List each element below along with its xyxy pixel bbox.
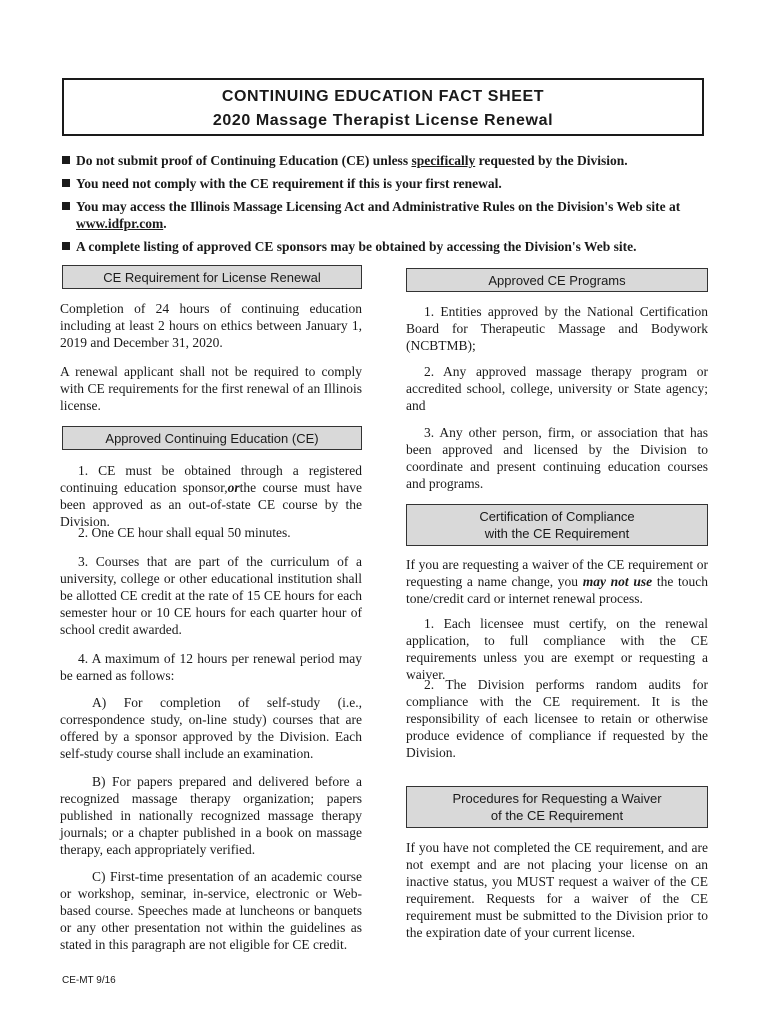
square-bullet-icon [62,242,70,250]
paragraph: 1. CE must be obtained through a registered continuing education sponsor,orthe course must have been approved as an out-of-state CE course by the Division. [60,463,362,529]
paragraph: A renewal applicant shall not be required to comply with CE requirements for the first renewal of an Illinois license. [60,364,362,413]
square-bullet-icon [62,202,70,210]
paragraph: 1. Entities approved by the National Certification Board for Therapeutic Massage and Bodywork (NCBTMB); [406,304,708,353]
page-subtitle: 2020 Massage Therapist License Renewal [212,112,554,129]
paragraph: 1. Each licensee must certify, on the renewal application, to full compliance with the CE requirements unless you are exempt or requesting a waiver. [406,616,708,682]
paragraph: 3. Any other person, firm, or association that has been approved and licensed by the Division to coordinate and present continuing education courses and programs. [406,425,708,491]
square-bullet-icon [62,179,70,187]
list-item: A complete listing of approved CE sponsors may be obtained by accessing the Division's Web site. [62,238,712,255]
paragraph: 3. Courses that are part of the curriculum of a university, college or other educational institution shall be allotted CE credit at the rate of 15 CE hours for each semester hour or 10 CE hours for each quarter hour of school credit awarded. [60,554,362,637]
section-header-waiver: Procedures for Requesting a Waiver of the CE Requirement [406,786,708,828]
section-header-approved-programs: Approved CE Programs [406,268,708,292]
website-link[interactable]: www.idfpr.com [76,216,164,231]
paragraph: C) First-time presentation of an academic course or workshop, seminar, in-service, electronic or Web-based course. Speeches made at luncheons or banquets or any other presentation not within the guidelines as stated in this paragraph are not eligible for CE credit. [60,869,362,952]
section-header-approved-ce: Approved Continuing Education (CE) [62,426,362,450]
emphasis: specifically [411,153,476,168]
section-header-certification: Certification of Compliance with the CE Requirement [406,504,708,546]
title-box [62,78,704,136]
notice-list [62,152,712,261]
paragraph: If you are requesting a waiver of the CE requirement or requesting a name change, you may not use the touch tone/credit card or internet renewal process. [406,557,708,606]
paragraph: Completion of 24 hours of continuing education including at least 2 hours on ethics between January 1, 2019 and December 31, 2020. [60,301,362,350]
paragraph: 2. One CE hour shall equal 50 minutes. [78,525,291,540]
paragraph: If you have not completed the CE requirement, and are not exempt and are not placing your license on an inactive status, you MUST request a waiver of the CE requirement. Requests for a waiver of the CE requirement must be submitted to the Division prior to the expiration date of your current license. [406,840,708,940]
form-code: CE-MT 9/16 [62,975,116,986]
paragraph: 2. Any approved massage therapy program or accredited school, college, university or State agency; and [406,364,708,413]
list-item: Do not submit proof of Continuing Education (CE) unless specifically requested by the Division. [62,152,712,169]
list-item: You need not comply with the CE requirement if this is your first renewal. [62,175,712,192]
square-bullet-icon [62,156,70,164]
paragraph: A) For completion of self-study (i.e., correspondence study, on-line study) courses that are offered by a sponsor approved by the Division. Each self-study course shall include an examination. [60,695,362,761]
paragraph: 4. A maximum of 12 hours per renewal period may be earned as follows: [60,651,362,683]
page-title: CONTINUING EDUCATION FACT SHEET [221,88,545,105]
section-header-ce-requirement: CE Requirement for License Renewal [62,265,362,289]
paragraph: 2. The Division performs random audits for compliance with the CE requirement. It is the responsibility of each licensee to retain or otherwise produce evidence of compliance if requested by the Division. [406,677,708,760]
list-item: You may access the Illinois Massage Licensing Act and Administrative Rules on the Division's Web site at www.idfpr.com. [62,198,712,232]
paragraph: B) For papers prepared and delivered before a recognized massage therapy organization; papers published in nationally recognized massage therapy journals; or a chapter published in a book on massage therapy, each appropriately verified. [60,774,362,857]
